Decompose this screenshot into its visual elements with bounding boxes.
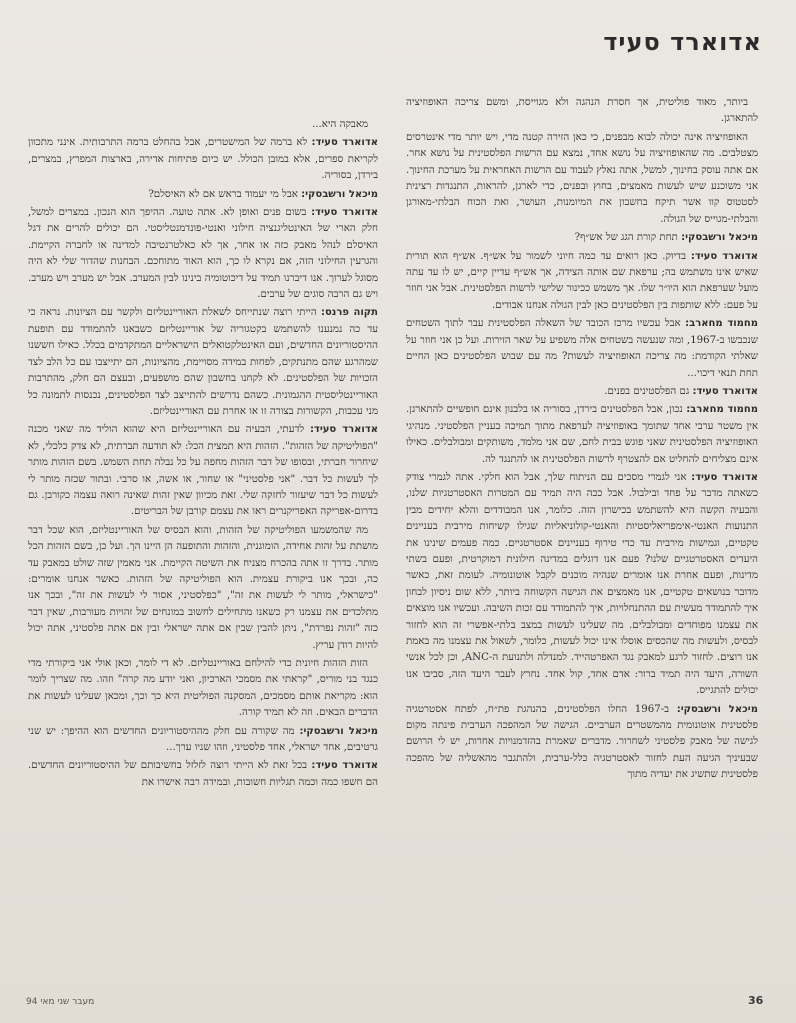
paragraph-text: בכל זאת לא הייתי רוצה לזלזל בחשיבותם של ההיסטוריונים החדשים. הם חשפו כמה וכמה תגליות חשובות, ובמידה רבה אישרו את — [28, 760, 378, 788]
right-text-column — [406, 95, 758, 1000]
paragraph-text: בדיוק. כאן רואים עד כמה חיוני לשמור על אש״ף. אש״ף הוא תורית שאיש אינו משתמש בה; ערפאת שם אותה הצידה, אך אש״ף עדיין קיים, יש לו עד עתה מועל שערפאת הוא היו״ר שלו. אך משמש ככינור שלישי לרשות הפלסטינית. אבל אני חוזר על פעם: ללא שותפות בין הפלסטינים כאן לבין הגולה אנחנו אבודים. — [406, 250, 758, 311]
paragraph — [28, 724, 378, 757]
paragraph-text: אבל מי יעמוד בראש אם לא האיסלם? — [148, 188, 298, 200]
paragraph — [28, 758, 378, 791]
speaker-name: אדוארד סעיד: — [691, 471, 758, 483]
paragraph-text: מה שקורה עם חלק מההיסטוריונים החדשים הוא ההיפך: יש שני גרטיבים, אחד ישראלי, אחד פלסטיני, וזהו שניו ערך... — [28, 725, 378, 754]
paragraph — [28, 117, 378, 133]
magazine-footer: מעבר שני מאי 94 — [26, 997, 95, 1007]
speaker-name: אדוארד סעיד: — [311, 137, 378, 149]
paragraph — [28, 205, 378, 303]
paragraph — [406, 316, 758, 382]
paragraph — [406, 230, 758, 246]
speaker-name: אדוארד סעיד: — [309, 424, 378, 436]
speaker-name: מיכאל ורשבסקי: — [681, 232, 758, 244]
paragraph — [28, 523, 378, 654]
speaker-name: מחמוד מחארב: — [686, 404, 758, 416]
speaker-name: אדוארד סעיד: — [311, 207, 378, 219]
paragraph — [406, 384, 758, 400]
paragraph — [406, 702, 758, 784]
paragraph — [406, 470, 758, 700]
speaker-name: אדוארד סעיד: — [311, 760, 378, 772]
speaker-name: אדוארד סעיד: — [692, 385, 758, 397]
paragraph — [406, 130, 758, 228]
paragraph-text: הזות הזהות חיונית כדי להילחם באוריינטליזם. לא די לומר, וכאן אולי אני ביקורתי מדי כנגד בני מוריס, "קראתי את מסמכי הארכיון, ואני יודע מה קרה" וזהו. מה שצריך לומר הוא: מקריאת אותם מסמכים, המסקנה הפוליטית היא כך וכך, ומכאן שעלינו לעשות את הדברים הבאים. וזה לא תמיד קורה. — [28, 658, 378, 719]
paragraph-text: בשום פנים ואופן לא. אתה טועה. ההיפך הוא הנכון. במצרים למשל, חלק הארי של האינטליגנציה חילוני ואנטי-פונדמנטליסטי. הם יכולים להרים את דגל האיסלם לנהל מאבק כזה או אחר, אך לא כאלטרנטיבה למדינה או לחברה הקיימת. והגרעין החילוני הזה, אם נקרא לו כך, הוא האוד מתוחכם. הבחנות שהדור שלי לא היה מסוגל לערוך. אנו דיברנו תמיד על דיכוטומיה בינינו לבין המערב. אבל יש מערב ויש מערב. ויש גם הרבה סוגים של ערבים. — [28, 207, 378, 301]
paragraph — [28, 422, 378, 520]
paragraph-text: לדעתי, הבעיה עם האוריינטליזם היא שהוא הוליד מה שאני מכנה "הפוליטיקה של הזהות". הזהות היא תמצית הכל: לא תודעה תברתית, לא צדק כלכלי, לא שיחרור חברתי, ובסופו של דבר הזהות מחפה על כל נבלה תחת השמש. בשם הזהות מותר לך לעשות כל דבר. "אני פלסטיני" או שחור, או אשה, או סרבי. ובתור שכזה מותר לי לעשות כל דבר שיעזור לחזקה שלי. זאת מכיוון שאין זהות שאינה רואה עצמה כקורבן. גם בדרום-אפריקה האפריקנרים ראו את עצמם קורבן של הבריטים. — [28, 424, 378, 518]
paragraph-text: מאבקה היא... — [312, 119, 368, 130]
paragraph-text: הייתי רוצה שנתייחס לשאלת האוריינטליזם ולקשר עם הציונות. נראה כי עד כה נמנענו להשתמש בקטגוריה של אוריינטליזם כשבאנו להתמודד עם תופעת ההיסטוריונים החדשים, ועם האינטלקטואלים הישראליים המתקדמים בכלל. כאילו חששנו שמהרגע שהם מתנתקים, לפחות במידה מסויימת, מהציונות, הם יתייצבו עם כל הלב לצד הזכויות של הפלסטינים. לא לקחנו בחשבון שהם מושפעים, ובעצם הם חלק, מהתרבות האוריינטליסטית ההגמונית. כשהם נדרשים להתייצב לצד הפלסטינים, נכנסות לתמונה כל מני עכבות, הקשורות בצורה זו או אחרת עם האוריינטליזם. — [28, 307, 378, 417]
paragraph — [406, 402, 758, 468]
speaker-name: מחמוד מחארב: — [685, 318, 758, 330]
page-number: 36 — [748, 994, 764, 1007]
speaker-name: תקוה פרנס: — [321, 307, 378, 319]
paragraph-text: אני לגמרי מסכים עם הניתוח שלך, אבל הוא חלקי. אתה לגמרי צודק כשאתה מדבר על פחד ובילבול. אבל ככה היה תמיד עם המטרות האסטרטגיות שלנו, והבעיה הקשה היא להשתמש בכישרון הזה. כלומר, אנו המבודדים והלא יחידים מבין התנועות האנטי-אימפריאליסטיות והאנטי-קולוניאליות שגילו קשיחות מירבית בעניינים טקטיים, וגמישות מירבית עד כדי טירוף בעניינים אסטרטגיים. כמה פעמים שינינו את היעדים האסטרטגיים שלנו? פעם אנו דוגלים במדינה חילונית דמוקרטית, ופעם בשתי מדינות, ופעם אחרת אנו אומרים שנהיה מוכנים לקבל אוטונומיה. לעומת זאת, כאשר מדובר בנושאים טקטיים, אנו מאמצים את הגישה הקשוחה ביותר, ללא שום ניסיון לבחון איך להתמודד מעשית עם ההתנחלויות, איך להתמודד עם זכות השיבה. ועכשיו אנו מוצאים את עצמנו מפוחדים ומבולבלים. מה שעלינו לעשות במצב בלתי-אפשרי זה הוא לחזור לבסיס, ולעשות מה שהכסים אוסלו אינו יכול לעשות, כלומר, לשאול את עצמנו מה באמת אנו רוצים. לחזור לרגע למאבק נגד האפרטהייד. למנדלה ולתנועת ה-ANC, וכן לכל אנשי השורה, היעד היה תמיד ברור: אדם אחד, קול אחד. נחרץ לעבר היעד הזה, סביבו אנו יכולים להתגייס. — [406, 471, 758, 697]
paragraph — [28, 135, 378, 184]
speaker-name: מיכאל ורשבסקי: — [299, 725, 378, 737]
paragraph — [406, 95, 758, 128]
paragraph-text: מה שהמשמעו הפוליטיקה של הזהות, והוא הבסיס של האוריינטליזם, הוא שכל דבר מושתת על זהות אחידה, הומוגנית, והזהות והתופעה הן היינו הך. ועל כן, בשם הזהות הכל מותר. בדרך זו אתה בהכרח מצניח את השיטה הקיימת. אני מאמין שזה שולט במאבק עד כה, ובכך אנו ביקורת עצמית. הוא הפוליטיקה של הזהות. כאשר אנחנו אומרים: "כישראלי, מותר לי לעשות את זה", "כפלסטיני, אסור לי לעשות את זה", ובכך אנו מתלכדים את עצמנו רק כשאנו מתחילים לחשוב במונחים של זהויות מעורבות, שאין דבר כזה "זהות נפרדת", ניתן להבין שבין אם אתה ישראלי ובין אם אתה פלסטיני, אתה יכול להיות רודן עריץ. — [28, 524, 378, 651]
paragraph — [28, 305, 378, 420]
speaker-name: מיכאל ורשבסקי: — [676, 703, 758, 715]
paragraph-text: תחת קורת הגג של אש״ף? — [574, 232, 678, 244]
paragraph — [28, 187, 378, 203]
speaker-name: מיכאל ורשבסקי: — [301, 188, 378, 200]
left-text-column — [28, 117, 378, 1002]
paragraph-text: אבל עכשיו מרכז הכובד של השאלה הפלסטינית עבר לתוך השטחים שנכבשו ב-1967, ומה שנעשה בשטחים אלה משפיע על שאר הזירות. ועל כן אני חוזר על שאלתי הקודמת: מה צריכה האופוזיציה לעשות? מה עם שבוש הפלסטינים כאן החיים תחת תנאי דיכוי... — [406, 318, 758, 379]
paragraph-text: ביותר, מאוד פוליטית, אך חסרת הנהגה ולא מגוייסת, ומשם צריכה האופוזיציה להתארגן. — [406, 97, 758, 125]
page-title: אדוארד סעיד — [603, 28, 762, 56]
paragraph — [406, 249, 758, 315]
paragraph-text: נכון, אבל הפלסטינים בירדן, בסוריה או בלבנון אינם חופשיים להתארגן. אין משטר ערבי אחד שתומך באופוזיציה לערפאת מתוך תמיכה בעניין הפלסטיני. מנהיגי האופוזיציה הפלסטינית שאני פוגש בבית לחם, שם אני מלמד, משותקים ומבולבלים. כאילו אינם מצליחים להחליט אם להצטרף לרשות הפלסטינית או להתנגד לה. — [406, 404, 758, 465]
paragraph — [28, 656, 378, 722]
paragraph-text: האופוזיציה אינה יכולה לבוא מבפנים, כי כאן הזירה קטנה מדי, ויש יותר מדי אינטרסים מצטלבים. מה שהאופוזיציה על נושא אחד, נמצא עם הרשות הפלסטינית על נושא אחר. אם אתה עוסק בחינוך, למשל, אתה נאלץ לעבוד עם הרשות האחראית על מערכת החינוך. אני משוכנע שיש לעשות מאמצים, בחוץ ובפנים, כדי לארגן, להראות, התנגדות רצינית לסטטוס קוו אשר תיקח בחשבון את המיומנות, העושר, ואת הכוח הבלתי-מאורגן והבלתי-מגוייס של הגולה. — [406, 131, 758, 225]
speaker-name: אדוארד סעיד: — [690, 250, 758, 262]
paragraph-text: לא ברמה של המישטרים, אבל בהחלט ברמה התרבותית. אינני מתכוון לקריאת ספרים, אלא במובן הכולל. יש כיום פתיחות אדירה, בארצות המפרץ, במצרים, בירדן, בסוריה. — [28, 137, 378, 182]
paragraph-text: גם הפלסטינים בפנים. — [604, 385, 690, 397]
paragraph-text: ב-1967 החלו הפלסטינים, בהנהגת פת״ח, לפתח אסטרטגיה פלסטינית אוטונומית מהמשטרים הערביים. הגישה של המהפכה הערבית פינתה מקום לגישה של מאבק פלסטיני לשחרור. מדברים שאמרת בהזדמנויות אחרות, יש לי הרושם שבעיניך הגיעה העת לחזור לאסטרטגיה כלל-ערבית, ולהתגבר מהאשליה של מהפכה פלסטינית שתשיג את יעדיה מתוך — [406, 703, 758, 781]
